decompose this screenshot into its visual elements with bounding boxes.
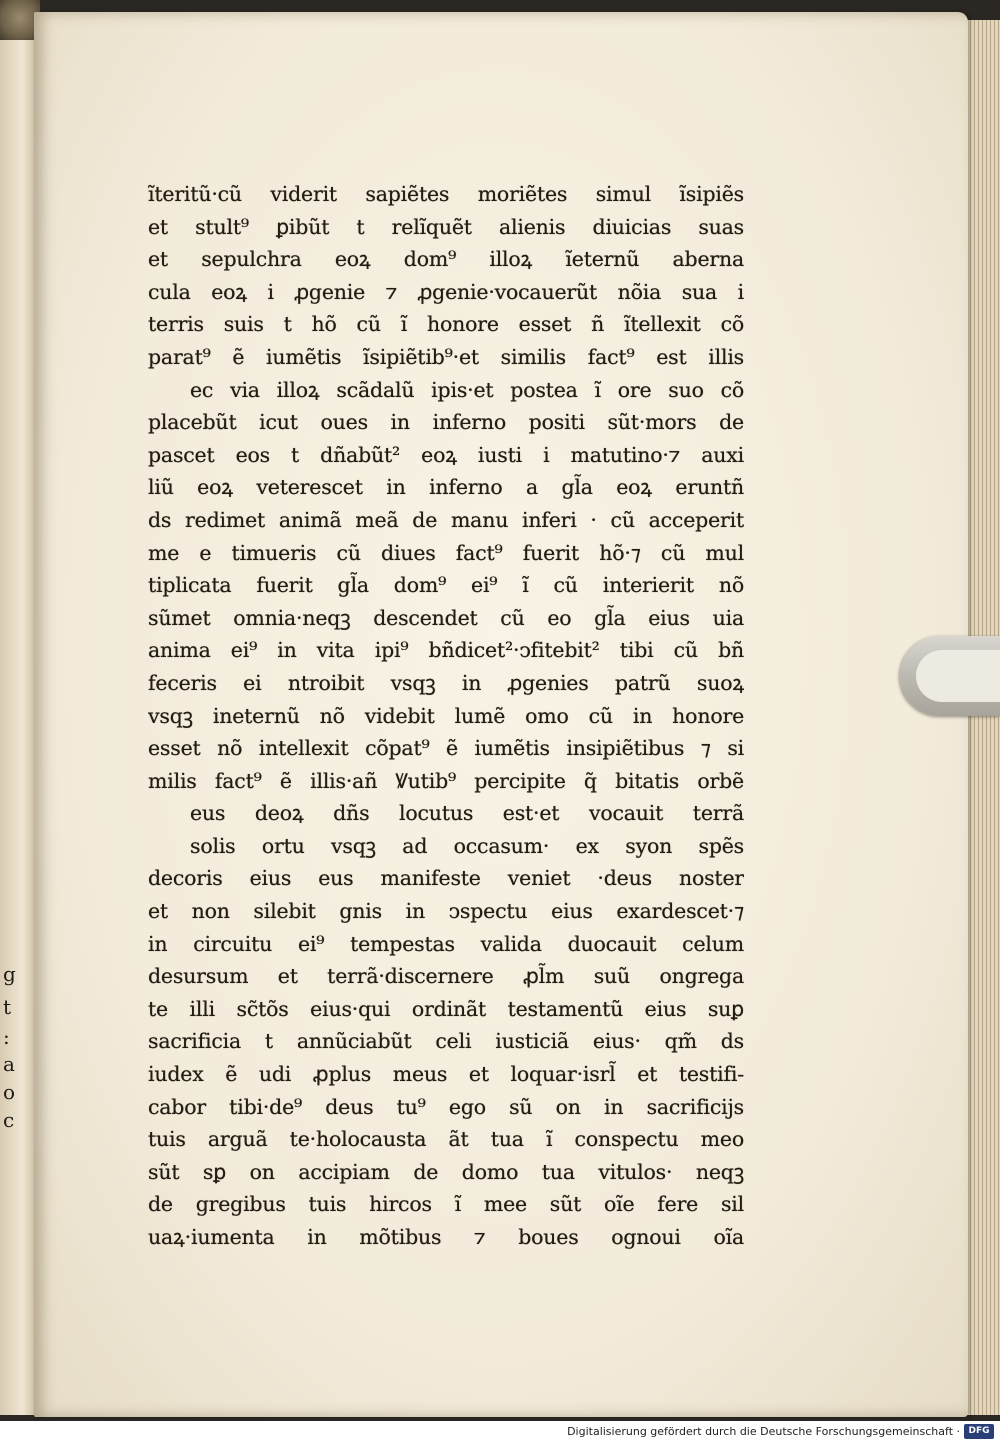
- text-line: et non silebit gnis in ↄspectu eius exardescet·⁊: [148, 899, 744, 924]
- dfg-logo-icon: DFG: [964, 1424, 994, 1439]
- text-line: tiplicata fuerit gl̃a dom⁹ ei⁹ ĩ cũ interierit nõ: [148, 573, 744, 598]
- text-line: desursum et terrã·discernere ꝓl̃m suũ ongrega: [148, 964, 744, 989]
- margin-letter: g: [3, 962, 16, 986]
- text-line: de gregibus tuis hircos ĩ mee sũt oĩe fere sil: [148, 1192, 744, 1217]
- bookmark-clip-inner: [916, 650, 1000, 702]
- text-line: sũt sꝑ on accipiam de domo tua vitulos· neqꝫ: [148, 1159, 744, 1184]
- text-line: pascet eos t dñabũt² eoꝝ iusti i matutino·⁊ auxi: [148, 442, 744, 467]
- text-line: et sepulchra eoꝝ dom⁹ illoꝝ ĩeternũ aberna: [148, 247, 744, 272]
- text-line: ĩteritũ·cũ viderit sapiẽtes moriẽtes simul ĩsipiẽs: [148, 182, 744, 206]
- text-line: me e timueris cũ diues fact⁹ fuerit hõ·⁊ cũ mul: [148, 540, 744, 565]
- margin-letter: c: [3, 1108, 15, 1132]
- margin-letter: o: [3, 1080, 16, 1104]
- text-line: solis ortu vsqꝫ ad occasum· ex syon spẽs: [190, 833, 744, 858]
- text-column: [148, 178, 744, 1254]
- text-line: vsqꝫ ineternũ nõ videbit lumẽ omo cũ in honore: [148, 703, 744, 728]
- text-line: te illi sc̃tõs eius·qui ordinãt testamentũ eius suꝑ: [148, 996, 744, 1021]
- text-line: esset nõ intellexit cõpat⁹ ẽ iumẽtis insipiẽtibus ⁊ si: [148, 736, 744, 761]
- text-line: iudex ẽ udi ꝓplus meus et loquar·isrl̃ et testifi-: [148, 1062, 744, 1087]
- text-line: cula eoꝝ i ꝓgenie ⁊ ꝓgenie·vocauerũt nõia sua i: [148, 279, 744, 304]
- text-line: in circuitu ei⁹ tempestas valida duocauit celum: [148, 931, 744, 956]
- margin-letter: :: [3, 1025, 10, 1049]
- text-line: milis fact⁹ ẽ illis·añ Ꝟutib⁹ percipite q̃ bitatis orbẽ: [148, 768, 744, 793]
- text-line: uaꝝ·iumenta in mõtibus ⁊ boues ognoui oĩa: [148, 1225, 744, 1249]
- text-line: tuis arguã te·holocausta ãt tua ĩ conspectu meo: [148, 1127, 744, 1152]
- text-line: et stult⁹ ꝑibũt t relĩquẽt alienis diuicias suas: [148, 214, 744, 239]
- text-line: sacrificia t annũciabũt celi iusticiã eius· qm̃ ds: [148, 1029, 744, 1054]
- margin-letter: t: [3, 995, 12, 1019]
- text-line: ec via illoꝝ scãdalũ ipis·et postea ĩ ore suo cõ: [190, 377, 744, 402]
- book-page: [34, 12, 968, 1417]
- bookmark-clip: [900, 636, 1000, 716]
- text-line: feceris ei ntroibit vsqꝫ in ꝓgenies patrũ suoꝝ: [148, 670, 744, 695]
- text-line: parat⁹ ẽ iumẽtis ĩsipiẽtib⁹·et similis fact⁹ est illis: [148, 344, 744, 369]
- text-line: sũmet omnia·neqꝫ descendet cũ eo gl̃a eius uia: [148, 605, 744, 630]
- text-line: cabor tibi·de⁹ deus tu⁹ ego sũ on in sacrificijs: [148, 1094, 744, 1119]
- text-line: decoris eius eus manifeste veniet ·deus noster: [148, 866, 744, 891]
- footer-bar: [0, 1421, 1000, 1443]
- text-line: anima ei⁹ in vita ipi⁹ bñdicet²·ↄfitebit² tibi cũ bñ: [148, 638, 744, 663]
- margin-letter: a: [3, 1052, 15, 1076]
- text-line: liũ eoꝝ veterescet in inferno a gl̃a eoꝝ eruntñ: [148, 475, 744, 500]
- text-line: eus deoꝝ dñs locutus est·et vocauit terrã: [190, 801, 744, 826]
- text-line: ds redimet animã meã de manu inferi · cũ acceperit: [148, 507, 744, 532]
- text-line: placebũt icut oues in inferno positi sũt·mors de: [148, 410, 744, 435]
- funding-credit: Digitalisierung gefördert durch die Deutsche Forschungsgemeinschaft ·: [567, 1425, 960, 1438]
- text-line: terris suis t hõ cũ ĩ honore esset ñ ĩtellexit cõ: [148, 312, 744, 337]
